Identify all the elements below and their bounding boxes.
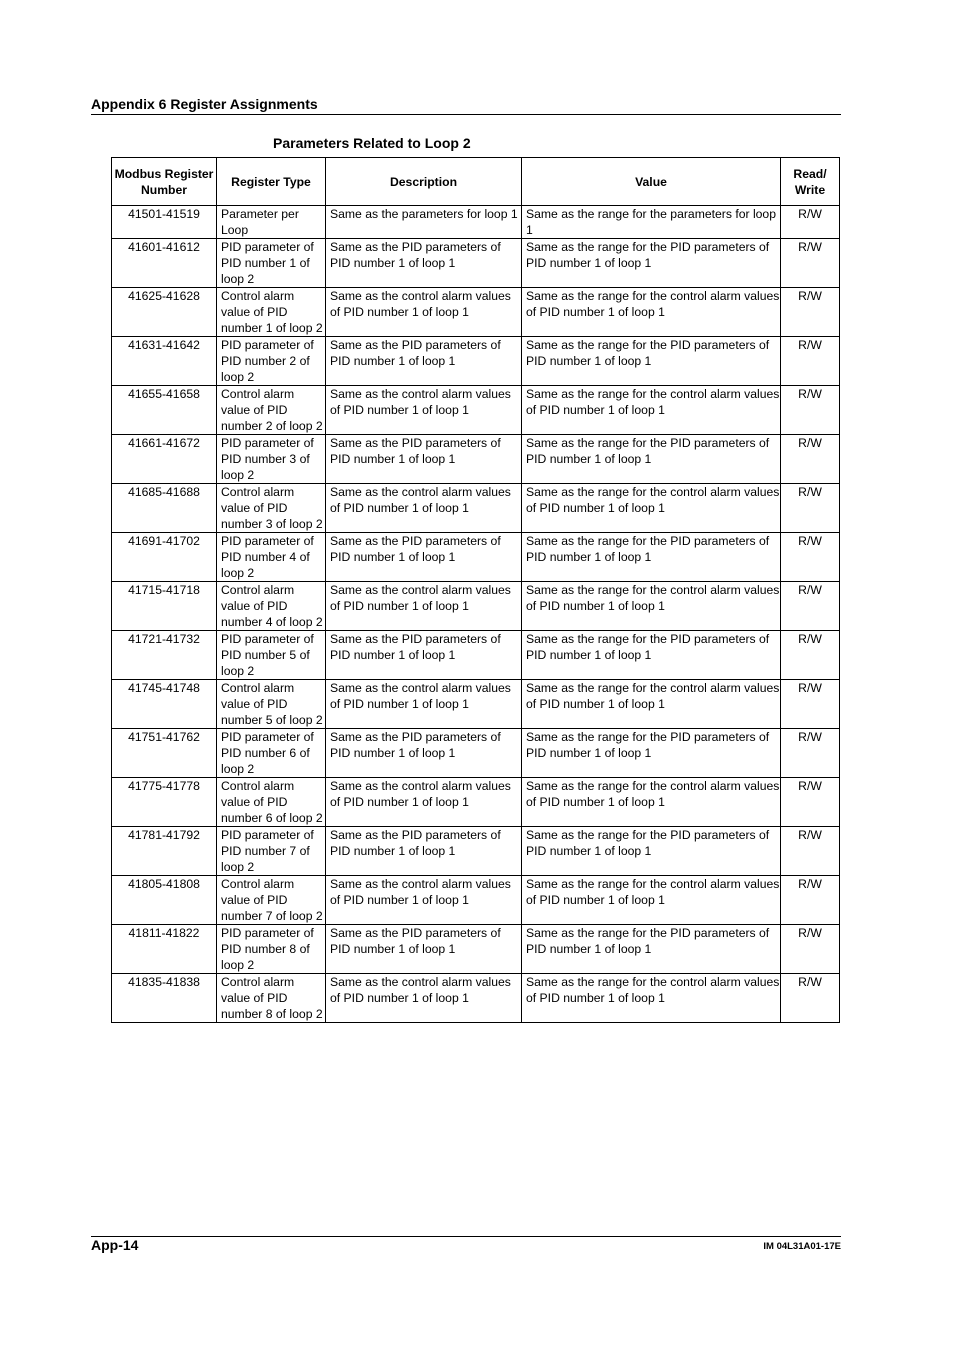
- register-type-cell: PID parameter of PID number 1 of loop 2: [217, 239, 326, 288]
- description-cell: Same as the PID parameters of PID number 1 of loop 1: [326, 925, 522, 974]
- register-number-cell: 41655-41658: [112, 386, 217, 435]
- register-number-cell: 41835-41838: [112, 974, 217, 1023]
- register-type-cell: PID parameter of PID number 7 of loop 2: [217, 827, 326, 876]
- register-number-cell: 41751-41762: [112, 729, 217, 778]
- read-write-cell: R/W: [781, 680, 840, 729]
- read-write-cell: R/W: [781, 925, 840, 974]
- table-row: [112, 778, 840, 827]
- register-type-cell: Control alarm value of PID number 2 of loop 2: [217, 386, 326, 435]
- description-cell: Same as the control alarm values of PID number 1 of loop 1: [326, 288, 522, 337]
- register-number-cell: 41715-41718: [112, 582, 217, 631]
- value-cell: Same as the range for the PID parameters of PID number 1 of loop 1: [522, 533, 781, 582]
- table-row: [112, 925, 840, 974]
- page-header-title: Appendix 6 Register Assignments: [91, 96, 841, 115]
- footer-divider: [91, 1236, 841, 1237]
- table-row: [112, 974, 840, 1023]
- register-type-cell: PID parameter of PID number 4 of loop 2: [217, 533, 326, 582]
- value-cell: Same as the range for the PID parameters of PID number 1 of loop 1: [522, 435, 781, 484]
- description-cell: Same as the PID parameters of PID number 1 of loop 1: [326, 631, 522, 680]
- register-type-cell: PID parameter of PID number 5 of loop 2: [217, 631, 326, 680]
- read-write-cell: R/W: [781, 239, 840, 288]
- register-type-cell: Control alarm value of PID number 3 of loop 2: [217, 484, 326, 533]
- value-cell: Same as the range for the control alarm values of PID number 1 of loop 1: [522, 484, 781, 533]
- register-number-cell: 41661-41672: [112, 435, 217, 484]
- value-cell: Same as the range for the control alarm values of PID number 1 of loop 1: [522, 680, 781, 729]
- description-cell: Same as the control alarm values of PID number 1 of loop 1: [326, 386, 522, 435]
- table-row: [112, 729, 840, 778]
- register-number-cell: 41501-41519: [112, 206, 217, 239]
- register-type-cell: Control alarm value of PID number 1 of loop 2: [217, 288, 326, 337]
- value-cell: Same as the range for the control alarm values of PID number 1 of loop 1: [522, 974, 781, 1023]
- table-body: [112, 206, 840, 1023]
- col-header-description: Description: [326, 158, 522, 206]
- description-cell: Same as the control alarm values of PID number 1 of loop 1: [326, 778, 522, 827]
- read-write-cell: R/W: [781, 386, 840, 435]
- register-number-cell: 41781-41792: [112, 827, 217, 876]
- register-number-cell: 41775-41778: [112, 778, 217, 827]
- register-type-cell: Parameter per Loop: [217, 206, 326, 239]
- register-number-cell: 41631-41642: [112, 337, 217, 386]
- table-row: [112, 435, 840, 484]
- register-type-cell: Control alarm value of PID number 7 of loop 2: [217, 876, 326, 925]
- register-number-cell: 41601-41612: [112, 239, 217, 288]
- table-row: [112, 533, 840, 582]
- value-cell: Same as the range for the PID parameters of PID number 1 of loop 1: [522, 337, 781, 386]
- table-row: [112, 386, 840, 435]
- value-cell: Same as the range for the PID parameters of PID number 1 of loop 1: [522, 729, 781, 778]
- table-row: [112, 827, 840, 876]
- value-cell: Same as the range for the control alarm values of PID number 1 of loop 1: [522, 876, 781, 925]
- register-table: [111, 157, 840, 1023]
- read-write-cell: R/W: [781, 206, 840, 239]
- read-write-cell: R/W: [781, 337, 840, 386]
- register-number-cell: 41625-41628: [112, 288, 217, 337]
- value-cell: Same as the range for the control alarm values of PID number 1 of loop 1: [522, 582, 781, 631]
- description-cell: Same as the PID parameters of PID number 1 of loop 1: [326, 435, 522, 484]
- value-cell: Same as the range for the control alarm values of PID number 1 of loop 1: [522, 288, 781, 337]
- description-cell: Same as the control alarm values of PID number 1 of loop 1: [326, 974, 522, 1023]
- read-write-cell: R/W: [781, 582, 840, 631]
- value-cell: Same as the range for the control alarm values of PID number 1 of loop 1: [522, 778, 781, 827]
- table-row: [112, 680, 840, 729]
- register-type-cell: PID parameter of PID number 8 of loop 2: [217, 925, 326, 974]
- table-header: [112, 158, 840, 206]
- read-write-cell: R/W: [781, 484, 840, 533]
- read-write-cell: R/W: [781, 876, 840, 925]
- table-row: [112, 337, 840, 386]
- value-cell: Same as the range for the PID parameters of PID number 1 of loop 1: [522, 239, 781, 288]
- register-type-cell: PID parameter of PID number 3 of loop 2: [217, 435, 326, 484]
- table-row: [112, 239, 840, 288]
- col-header-value: Value: [522, 158, 781, 206]
- description-cell: Same as the control alarm values of PID number 1 of loop 1: [326, 876, 522, 925]
- description-cell: Same as the parameters for loop 1: [326, 206, 522, 239]
- value-cell: Same as the range for the control alarm values of PID number 1 of loop 1: [522, 386, 781, 435]
- register-type-cell: PID parameter of PID number 2 of loop 2: [217, 337, 326, 386]
- register-number-cell: 41691-41702: [112, 533, 217, 582]
- register-number-cell: 41745-41748: [112, 680, 217, 729]
- header-row: [112, 158, 840, 206]
- read-write-cell: R/W: [781, 729, 840, 778]
- register-type-cell: Control alarm value of PID number 8 of loop 2: [217, 974, 326, 1023]
- register-type-cell: Control alarm value of PID number 6 of loop 2: [217, 778, 326, 827]
- document-id: IM 04L31A01-17E: [763, 1241, 841, 1252]
- register-type-cell: Control alarm value of PID number 5 of loop 2: [217, 680, 326, 729]
- col-header-register-number: Modbus Register Number: [112, 158, 217, 206]
- description-cell: Same as the PID parameters of PID number 1 of loop 1: [326, 729, 522, 778]
- value-cell: Same as the range for the PID parameters of PID number 1 of loop 1: [522, 827, 781, 876]
- description-cell: Same as the control alarm values of PID number 1 of loop 1: [326, 582, 522, 631]
- description-cell: Same as the PID parameters of PID number 1 of loop 1: [326, 827, 522, 876]
- register-type-cell: Control alarm value of PID number 4 of loop 2: [217, 582, 326, 631]
- description-cell: Same as the PID parameters of PID number 1 of loop 1: [326, 239, 522, 288]
- read-write-cell: R/W: [781, 974, 840, 1023]
- value-cell: Same as the range for the PID parameters of PID number 1 of loop 1: [522, 925, 781, 974]
- read-write-cell: R/W: [781, 631, 840, 680]
- col-header-read-write: Read/ Write: [781, 158, 840, 206]
- page-number: App-14: [91, 1237, 139, 1253]
- table-row: [112, 206, 840, 239]
- read-write-cell: R/W: [781, 827, 840, 876]
- read-write-cell: R/W: [781, 435, 840, 484]
- register-number-cell: 41685-41688: [112, 484, 217, 533]
- description-cell: Same as the control alarm values of PID number 1 of loop 1: [326, 680, 522, 729]
- col-header-register-type: Register Type: [217, 158, 326, 206]
- table-row: [112, 631, 840, 680]
- register-number-cell: 41805-41808: [112, 876, 217, 925]
- table-row: [112, 582, 840, 631]
- read-write-cell: R/W: [781, 778, 840, 827]
- value-cell: Same as the range for the PID parameters of PID number 1 of loop 1: [522, 631, 781, 680]
- value-cell: Same as the range for the parameters for loop 1: [522, 206, 781, 239]
- register-type-cell: PID parameter of PID number 6 of loop 2: [217, 729, 326, 778]
- read-write-cell: R/W: [781, 533, 840, 582]
- register-number-cell: 41721-41732: [112, 631, 217, 680]
- register-number-cell: 41811-41822: [112, 925, 217, 974]
- table-row: [112, 288, 840, 337]
- description-cell: Same as the PID parameters of PID number 1 of loop 1: [326, 337, 522, 386]
- table-caption: Parameters Related to Loop 2: [273, 135, 471, 151]
- table-row: [112, 484, 840, 533]
- description-cell: Same as the PID parameters of PID number 1 of loop 1: [326, 533, 522, 582]
- table-row: [112, 876, 840, 925]
- description-cell: Same as the control alarm values of PID number 1 of loop 1: [326, 484, 522, 533]
- read-write-cell: R/W: [781, 288, 840, 337]
